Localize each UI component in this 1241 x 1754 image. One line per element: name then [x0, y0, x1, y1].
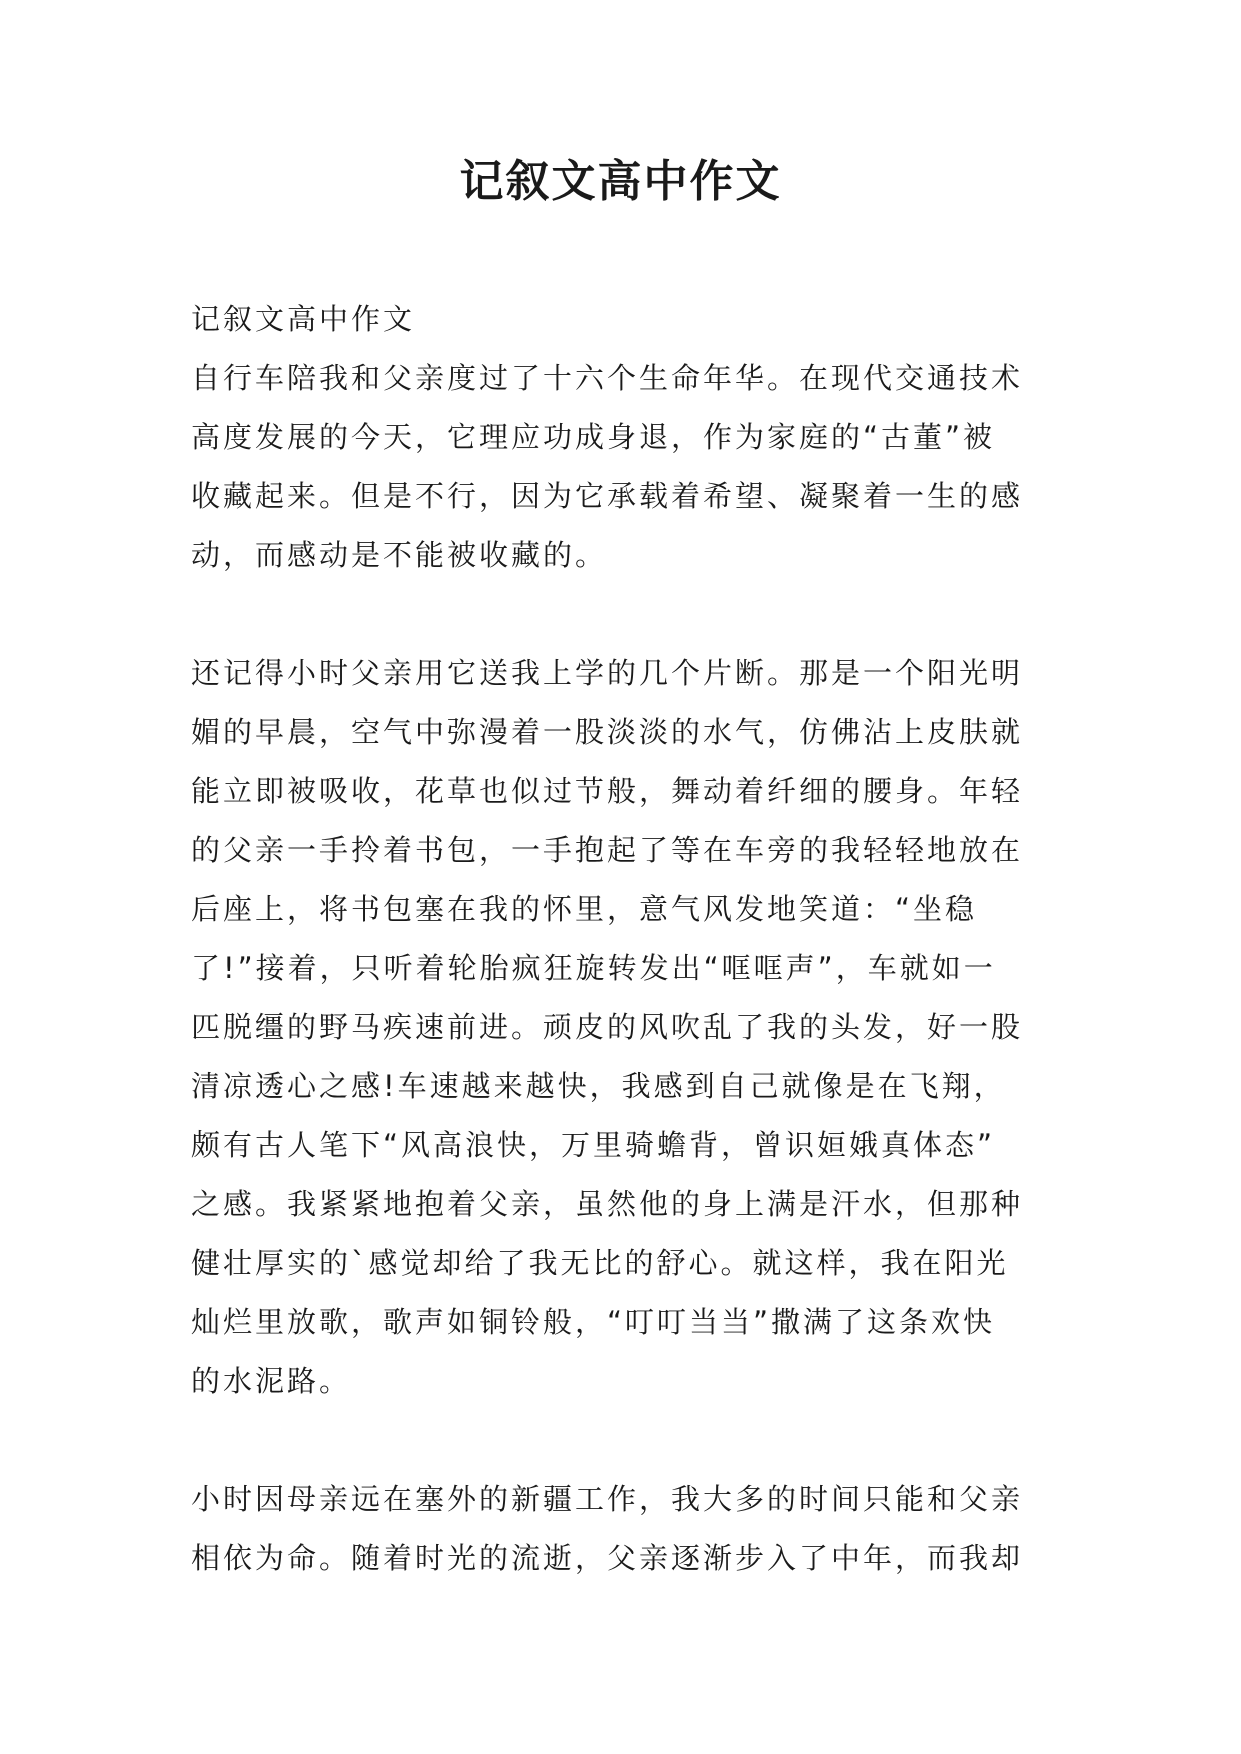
- text-line: 颇有古人笔下“风高浪快，万里骑蟾背，曾识姮娥真体态”: [191, 1128, 996, 1162]
- text-line: 媚的早晨，空气中弥漫着一股淡淡的水气，仿佛沾上皮肤就: [191, 715, 1024, 749]
- text-line: 的父亲一手拎着书包，一手抱起了等在车旁的我轻轻地放在: [191, 833, 1024, 867]
- paragraph-gap: [191, 1411, 1055, 1470]
- text-line: 匹脱缰的野马疾速前进。顽皮的风吹乱了我的头发，好一股: [191, 1010, 1024, 1044]
- text-line: 小时因母亲远在塞外的新疆工作，我大多的时间只能和父亲: [191, 1482, 1024, 1516]
- text-line: 后座上，将书包塞在我的怀里，意气风发地笑道：“坐稳: [191, 892, 978, 926]
- document-body: [191, 290, 1055, 1588]
- text-line: 还记得小时父亲用它送我上学的几个片断。那是一个阳光明: [191, 656, 1024, 690]
- text-line: 清凉透心之感!车速越来越快，我感到自己就像是在飞翔，: [191, 1069, 1006, 1103]
- paragraph-1: [191, 349, 1055, 585]
- text-line: 自行车陪我和父亲度过了十六个生命年华。在现代交通技术: [191, 361, 1024, 395]
- text-line: 相依为命。随着时光的流逝，父亲逐渐步入了中年，而我却: [191, 1541, 1024, 1575]
- paragraph-3: [191, 1470, 1055, 1588]
- text-line: 健壮厚实的`感觉却给了我无比的舒心。就这样，我在阳光: [191, 1246, 1009, 1280]
- paragraph-2: [191, 644, 1055, 1411]
- text-line: 动，而感动是不能被收藏的。: [191, 538, 608, 572]
- text-line: 的水泥路。: [191, 1364, 352, 1398]
- text-line: 灿烂里放歌，歌声如铜铃般，“叮叮当当”撒满了这条欢快: [191, 1305, 996, 1339]
- text-line: 能立即被吸收，花草也似过节般，舞动着纤细的腰身。年轻: [191, 774, 1024, 808]
- document-title: 记叙文高中作文: [459, 156, 782, 207]
- text-line: 之感。我紧紧地抱着父亲，虽然他的身上满是汗水，但那种: [191, 1187, 1024, 1221]
- text-line: 了!”接着，只听着轮胎疯狂旋转发出“哐哐声”，车就如一: [191, 951, 996, 985]
- paragraph-gap: [191, 585, 1055, 644]
- text-line: 收藏起来。但是不行，因为它承载着希望、凝聚着一生的感: [191, 479, 1024, 513]
- document-subtitle: 记叙文高中作文: [191, 302, 416, 336]
- text-line: 高度发展的今天，它理应功成身退，作为家庭的“古董”被: [191, 420, 996, 454]
